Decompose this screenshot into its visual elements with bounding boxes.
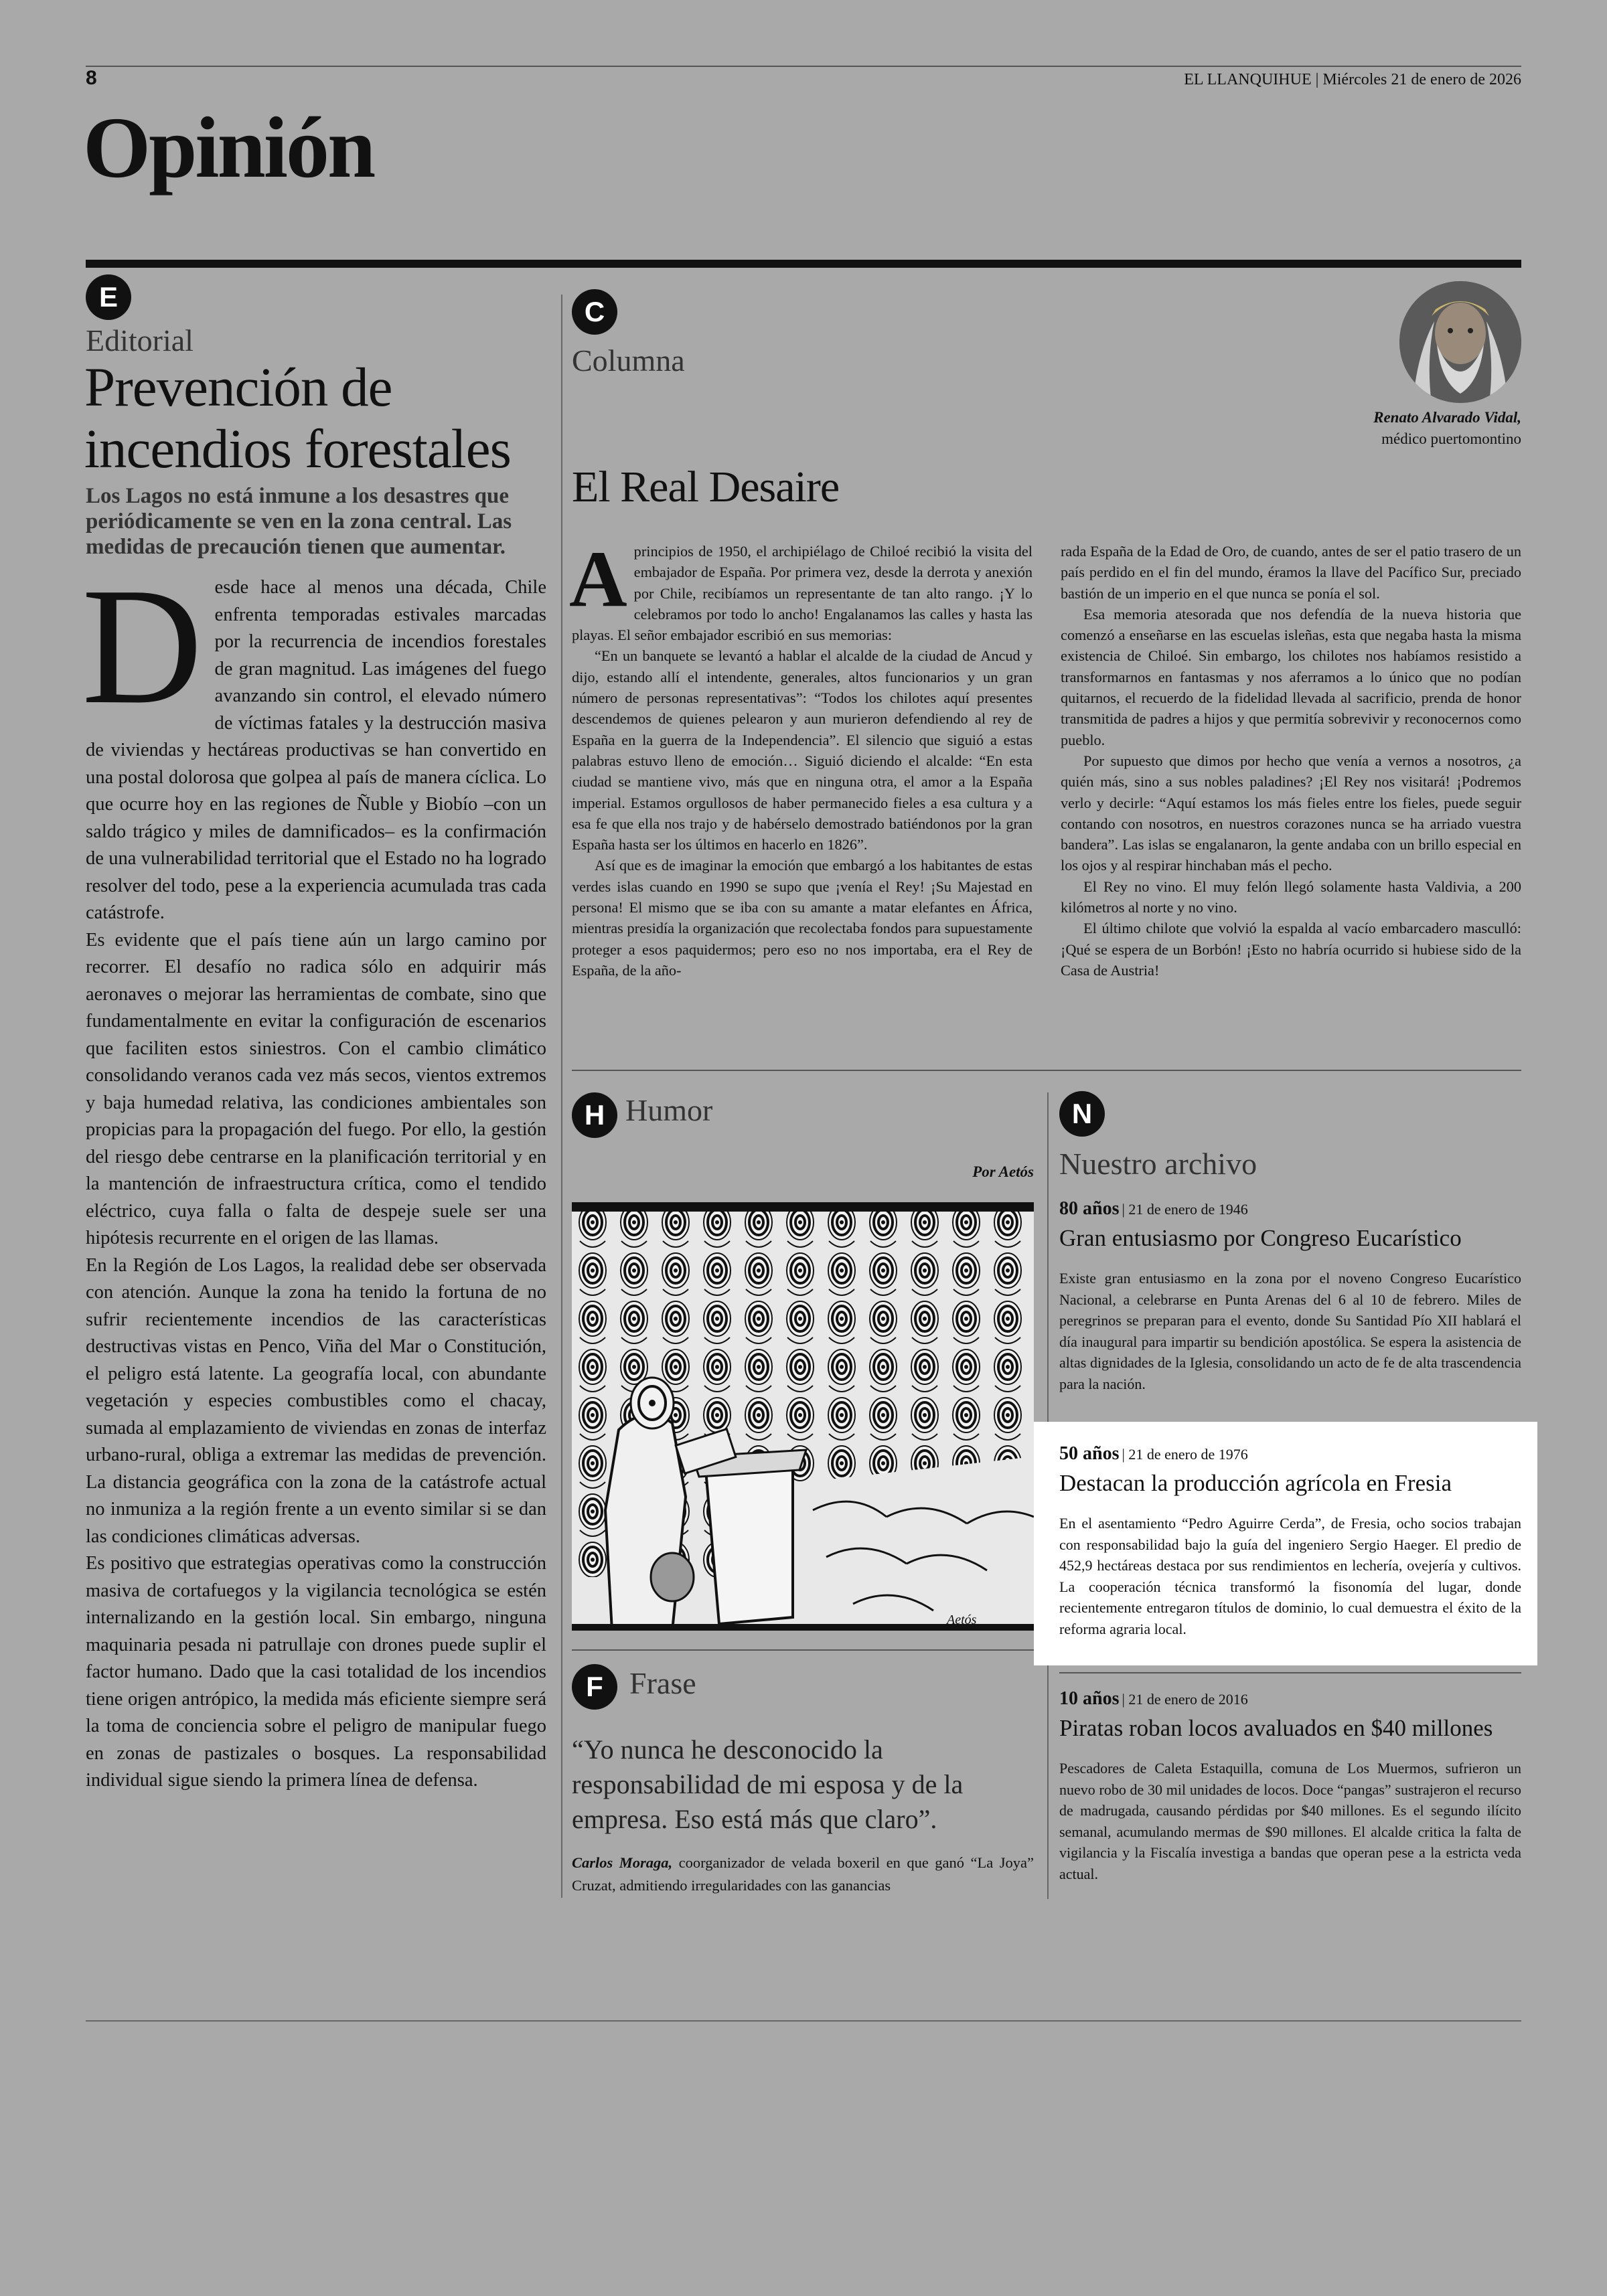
editorial-title-line2: incendios forestales bbox=[84, 418, 511, 479]
archive-date: 21 de enero de 1946 bbox=[1128, 1201, 1248, 1218]
column-divider bbox=[561, 295, 562, 1898]
archive-badge: N bbox=[1059, 1091, 1105, 1137]
editorial-dropcap: D bbox=[82, 554, 203, 739]
bottom-rule bbox=[86, 2020, 1521, 2022]
column-body-col1 bbox=[569, 534, 1032, 981]
archive-label: Nuestro archivo bbox=[1059, 1147, 1257, 1181]
editorial-paragraph: Desde hace al menos una década, Chile enfrenta temporadas estivales marcadas por la recurrencia de incendios forestales de gran magnitud. Las imágenes del fuego avanzando sin control, el elevado número de víctimas fatales y la destrucción masiva de viviendas y hectáreas productivas se han convertido en una postal dolorosa que golpea al país de manera cíclica. Lo que ocurre hoy en las regiones de Ñuble y Biobío –con un saldo trágico y miles de damnificados– es la confirmación de una vulnerabilidad territorial que el Estado no ha logrado resolver del todo, pese a la experiencia acumulada tras cada catástrofe. bbox=[82, 554, 546, 923]
column-body-col2 bbox=[1061, 541, 1521, 981]
frase-attribution-text: coorganizador de velada boxeril en que ganó “La Joya” Cruzat, admitiendo irregularidades con las ganancias bbox=[572, 1854, 1034, 1894]
humor-label: Humor bbox=[625, 1093, 713, 1127]
archive-text: Existe gran entusiasmo en la zona por el noveno Congreso Eucarístico Nacional, a celebrarse en Punta Arenas del 6 al 10 de febrero. Miles de peregrinos se preparan para el evento, donde Su Santidad Pío XII hablará el día inaugural para impartir su bendición apostólica. Se espera la asistencia de altas dignidades de la Iglesia, consolidando un acto de fe de alta trascendencia para la nación. bbox=[1059, 1270, 1521, 1392]
editorial-paragraph: En la Región de Los Lagos, la realidad debe ser observada con atención. Aunque la zona ha tenido la fortuna de no sufrir recientemente incendios de las características destructivas vistas en Penco, Viña del Mar o Constitución, el peligro está latente. La geografía local, con abundante vegetación y especies combustibles como el chacay, sumada al emplazamiento de viviendas en zonas de interfaz urbano-rural, obliga a extremar las medidas de prevención. La distancia geográfica con la zona de la catástrofe actual no inmuniza a la región frente a un evento similar si se dan las condiciones climáticas adversas. bbox=[86, 1254, 546, 1547]
section-thick-rule bbox=[86, 260, 1521, 268]
author-photo bbox=[1399, 281, 1521, 403]
archive-title: Piratas roban locos avaluados en $40 millones bbox=[1059, 1715, 1493, 1741]
frase-attribution bbox=[572, 1852, 1034, 1897]
column-paragraph: rada España de la Edad de Oro, de cuando, antes de ser el patio trasero de un país perdido en el fin del mundo, éramos la llave del Pacífico Sur, preciado bastión de un imperio en el que nunca se ponía el sol. bbox=[1061, 543, 1521, 602]
archive-rule bbox=[1059, 1672, 1521, 1673]
archive-years: 10 años bbox=[1059, 1688, 1120, 1709]
column-badge: C bbox=[572, 289, 617, 335]
archive-text: Pescadores de Caleta Estaquilla, comuna de Los Muermos, sufrieron un nuevo robo de 30 mil unidades de locos. Doce “pangas” sustrajeron el recurso de madrugada, causando pérdidas por $40 millones. Es el segundo ilícito semanal, acumulando mermas de $90 millones. El alcalde critica la falta de vigilancia y la Fiscalía investiga a bandas que operan pese a la estricta veda actual. bbox=[1059, 1760, 1521, 1882]
archive-item: 10 años | 21 de enero de 2016 Piratas roban locos avaluados en $40 millones Pescadores de Caleta Estaquilla, comuna de Los Muermos, sufrieron un nuevo robo de 30 mil unidades de locos. Doce “pangas” sustrajeron el recurso de madrugada, causando pérdidas por $40 millones. Es el segundo ilícito semanal, acumulando mermas de $90 millones. El alcalde critica la falta de vigilancia y la Fiscalía investiga a bandas que operan pese a la estricta veda actual. bbox=[1059, 1688, 1521, 1884]
archive-text: En el asentamiento “Pedro Aguirre Cerda”, de Fresia, ocho socios trabajan con responsabilidad bajo la guía del ingeniero Sergio Haeger. El predio de 452,9 hectáreas destaca por sus rendimientos en lechería, ovejería y cultivos. La cooperación técnica transformó la fisonomía del lugar, donde recientemente entregaron títulos de dominio, lo cual demuestra el éxito de la reforma agraria local. bbox=[1059, 1515, 1521, 1637]
editorial-body bbox=[82, 554, 546, 1795]
editorial-lead: Los Lagos no está inmune a los desastres que periódicamente se ven en la zona central. Las medidas de precaución tienen que aumentar. bbox=[86, 484, 512, 559]
column-paragraph: Por supuesto que dimos por hecho que venía a vernos a nosotros, ¿a quién más, sino a sus nobles paladines? ¡El Rey nos visitará! ¡Podremos verlo y decirle: “Aquí estamos los más fieles entre los fieles, puede seguir contando con nosotros, en nuestros corazones nunca se ha arriado vuestra bandera”. Las islas se engalanaron, la gente andaba con un brillo especial en los ojos y al respirar hinchaban más el pecho. bbox=[1061, 752, 1521, 874]
column-paragraph: El último chilote que volvió la espalda al vacío embarcadero masculló: ¡Qué se espera de un Borbón! ¡Esto no habría ocurrido si hubiese sido de la Casa de Austria! bbox=[1061, 920, 1521, 979]
column-paragraph: Aprincipios de 1950, el archipiélago de Chiloé recibió la visita del embajador de España. Por primera vez, desde la derrota y anexión por Chile, recibíamos un representante de tan alto rango. ¡Y lo celebramos por todo lo ancho! Engalanamos las calles y hasta las playas. El señor embajador escribió en sus memorias: bbox=[569, 534, 1032, 644]
column-paragraph: Esa memoria atesorada que nos defendía de la nueva historia que comenzó a enseñarse en las escuelas isleñas, esta que negaba hasta la misma existencia de Chiloé. Sin embargo, los chilotes nos habíamos resistido a transformarnos en fantasmas y nos aferramos a lo único que no podían quitarnos, el recuerdo de la fidelidad llevada al sacrificio, prenda de honor transmitida de padres a hijos y que permitía sobrevivir y reconocernos como pueblo. bbox=[1061, 605, 1521, 748]
top-rule bbox=[86, 66, 1521, 67]
frase-quote: “Yo nunca he desconocido la responsabilidad de mi esposa y de la empresa. Eso está más que claro”. bbox=[572, 1734, 964, 1834]
editorial-paragraph: Es evidente que el país tiene aún un largo camino por recorrer. El desafío no radica sólo en adquirir más aeronaves o mejorar las herramientas de combate, sino que fundamentalmente en evitar la configuración de escenarios que faciliten estos siniestros. Con el cambio climático consolidando veranos cada vez más secos, vientos extremos y baja humedad relativa, las condiciones ambientales son propicias para la propagación del fuego. Por ello, la gestión del riesgo debe centrarse en la planificación territorial y en la mantención de infraestructura crítica, como el tendido eléctrico, cuya falla o falta de despeje suele ser una hipótesis recurrente en el origen de las llamas. bbox=[86, 929, 546, 1248]
archive-title: Destacan la producción agrícola en Fresia bbox=[1059, 1470, 1452, 1496]
masthead-date: EL LLANQUIHUE | Miércoles 21 de enero de 2026 bbox=[1184, 71, 1521, 88]
frase-badge: F bbox=[572, 1664, 617, 1710]
editorial-badge: E bbox=[86, 274, 131, 320]
column-paragraph: Así que es de imaginar la emoción que embargó a los habitantes de estas verdes islas cuando en 1990 se supo que ¡venía el Rey! ¡Su Majestad en persona! El mismo que se iba con su amante a matar elefantes en África, mientras presidía la organización que recolectaba fondos para supuestamente proteger a esos paquidermos; pero eso no nos importaba, era el Rey de España, de la año- bbox=[572, 857, 1032, 979]
column-title: El Real Desaire bbox=[572, 463, 840, 511]
editorial-paragraph: Es positivo que estrategias operativas como la construcción masiva de cortafuegos y la vigilancia tecnológica se estén internalizando en la gestión local. Sin embargo, ninguna maquinaria pesada ni patrullaje con drones puede suplir el factor humano. Dado que la casi totalidad de los incendios tiene origen antrópico, la medida más eficiente siempre será la toma de conciencia sobre el peligro de manipular fuego en zonas de pastizales o bosques. La responsabilidad individual sigue siendo la primera línea de defensa. bbox=[86, 1553, 546, 1791]
column-label: Columna bbox=[572, 343, 685, 378]
author-credit bbox=[1373, 407, 1521, 450]
issue-date: Miércoles 21 de enero de 2026 bbox=[1322, 71, 1521, 88]
cartoon-signature: Aetós bbox=[947, 1613, 977, 1627]
column-paragraph: “En un banquete se levantó a hablar el alcalde de la ciudad de Ancud y dijo, estando allí el intendente, generales, altos funcionarios y un gran número de personas representativas”: “Todos los chilotes aquí presentes descendemos de quienes pelearon y aun murieron defendiendo al rey de España en la guerra de la Independencia”. El silencio que siguió a estas palabras estuvo lleno de emoción… Siguió diciendo el alcalde: “En esta ciudad se mantiene vivo, más que en ninguna otra, el amor a la España imperial. Estamos orgullosos de haber permanecido fieles a esa cultura y a esa fe que ella nos trajo y de habérselo demostrado batiéndonos por la gran España hasta ser los últimos en hacerlo en 1826”. bbox=[572, 647, 1032, 853]
page-number: 8 bbox=[86, 67, 97, 89]
humor-credit: Por Aetós bbox=[972, 1163, 1034, 1180]
archive-years: 50 años bbox=[1059, 1443, 1120, 1464]
archive-date: 21 de enero de 1976 bbox=[1128, 1446, 1248, 1463]
column-paragraph: El Rey no vino. El muy felón llegó solamente hasta Valdivia, a 200 kilómetros al norte y no vino. bbox=[1061, 878, 1521, 916]
author-name: Renato Alvarado Vidal, bbox=[1373, 409, 1521, 426]
frase-label: Frase bbox=[629, 1666, 696, 1700]
column-bottom-rule bbox=[572, 1070, 1521, 1071]
section-title: Opinión bbox=[83, 100, 374, 196]
editorial-title-line1: Prevención de bbox=[84, 356, 392, 418]
author-role: médico puertomontino bbox=[1381, 430, 1521, 447]
humor-bottom-rule bbox=[572, 1649, 1034, 1651]
frase-author: Carlos Moraga, bbox=[572, 1854, 673, 1871]
editorial-title bbox=[84, 356, 566, 479]
editorial-label: Editorial bbox=[86, 323, 194, 357]
cartoon-image bbox=[572, 1202, 1034, 1631]
humor-badge: H bbox=[572, 1092, 617, 1138]
column-dropcap: A bbox=[569, 534, 627, 623]
archive-title: Gran entusiasmo por Congreso Eucarístico bbox=[1059, 1225, 1462, 1251]
cartoon-target-crowd bbox=[572, 1202, 1034, 1631]
archive-item-highlighted: 50 años | 21 de enero de 1976 Destacan la producción agrícola en Fresia En el asentamiento “Pedro Aguirre Cerda”, de Fresia, ocho socios trabajan con responsabilidad bajo la guía del ingeniero Sergio Haeger. El predio de 452,9 hectáreas destaca por sus rendimientos en lechería, ovejería y cultivos. La cooperación técnica transformó la fisonomía del lugar, donde recientemente entregaron títulos de dominio, lo cual demuestra el éxito de la reforma agraria local. bbox=[1059, 1443, 1521, 1639]
masthead: EL LLANQUIHUE bbox=[1184, 71, 1312, 88]
author-portrait-image bbox=[1399, 281, 1521, 403]
archive-date: 21 de enero de 2016 bbox=[1128, 1691, 1248, 1708]
archive-years: 80 años bbox=[1059, 1198, 1120, 1219]
archive-item: 80 años | 21 de enero de 1946 Gran entusiasmo por Congreso Eucarístico Existe gran entusiasmo en la zona por el noveno Congreso Eucarístico Nacional, a celebrarse en Punta Arenas del 6 al 10 de febrero. Miles de peregrinos se preparan para el evento, donde Su Santidad Pío XII hablará el día inaugural para impartir su bendición apostólica. Se espera la asistencia de altas dignidades de la Iglesia, consolidando un acto de fe de alta trascendencia para la nación. bbox=[1059, 1198, 1521, 1394]
